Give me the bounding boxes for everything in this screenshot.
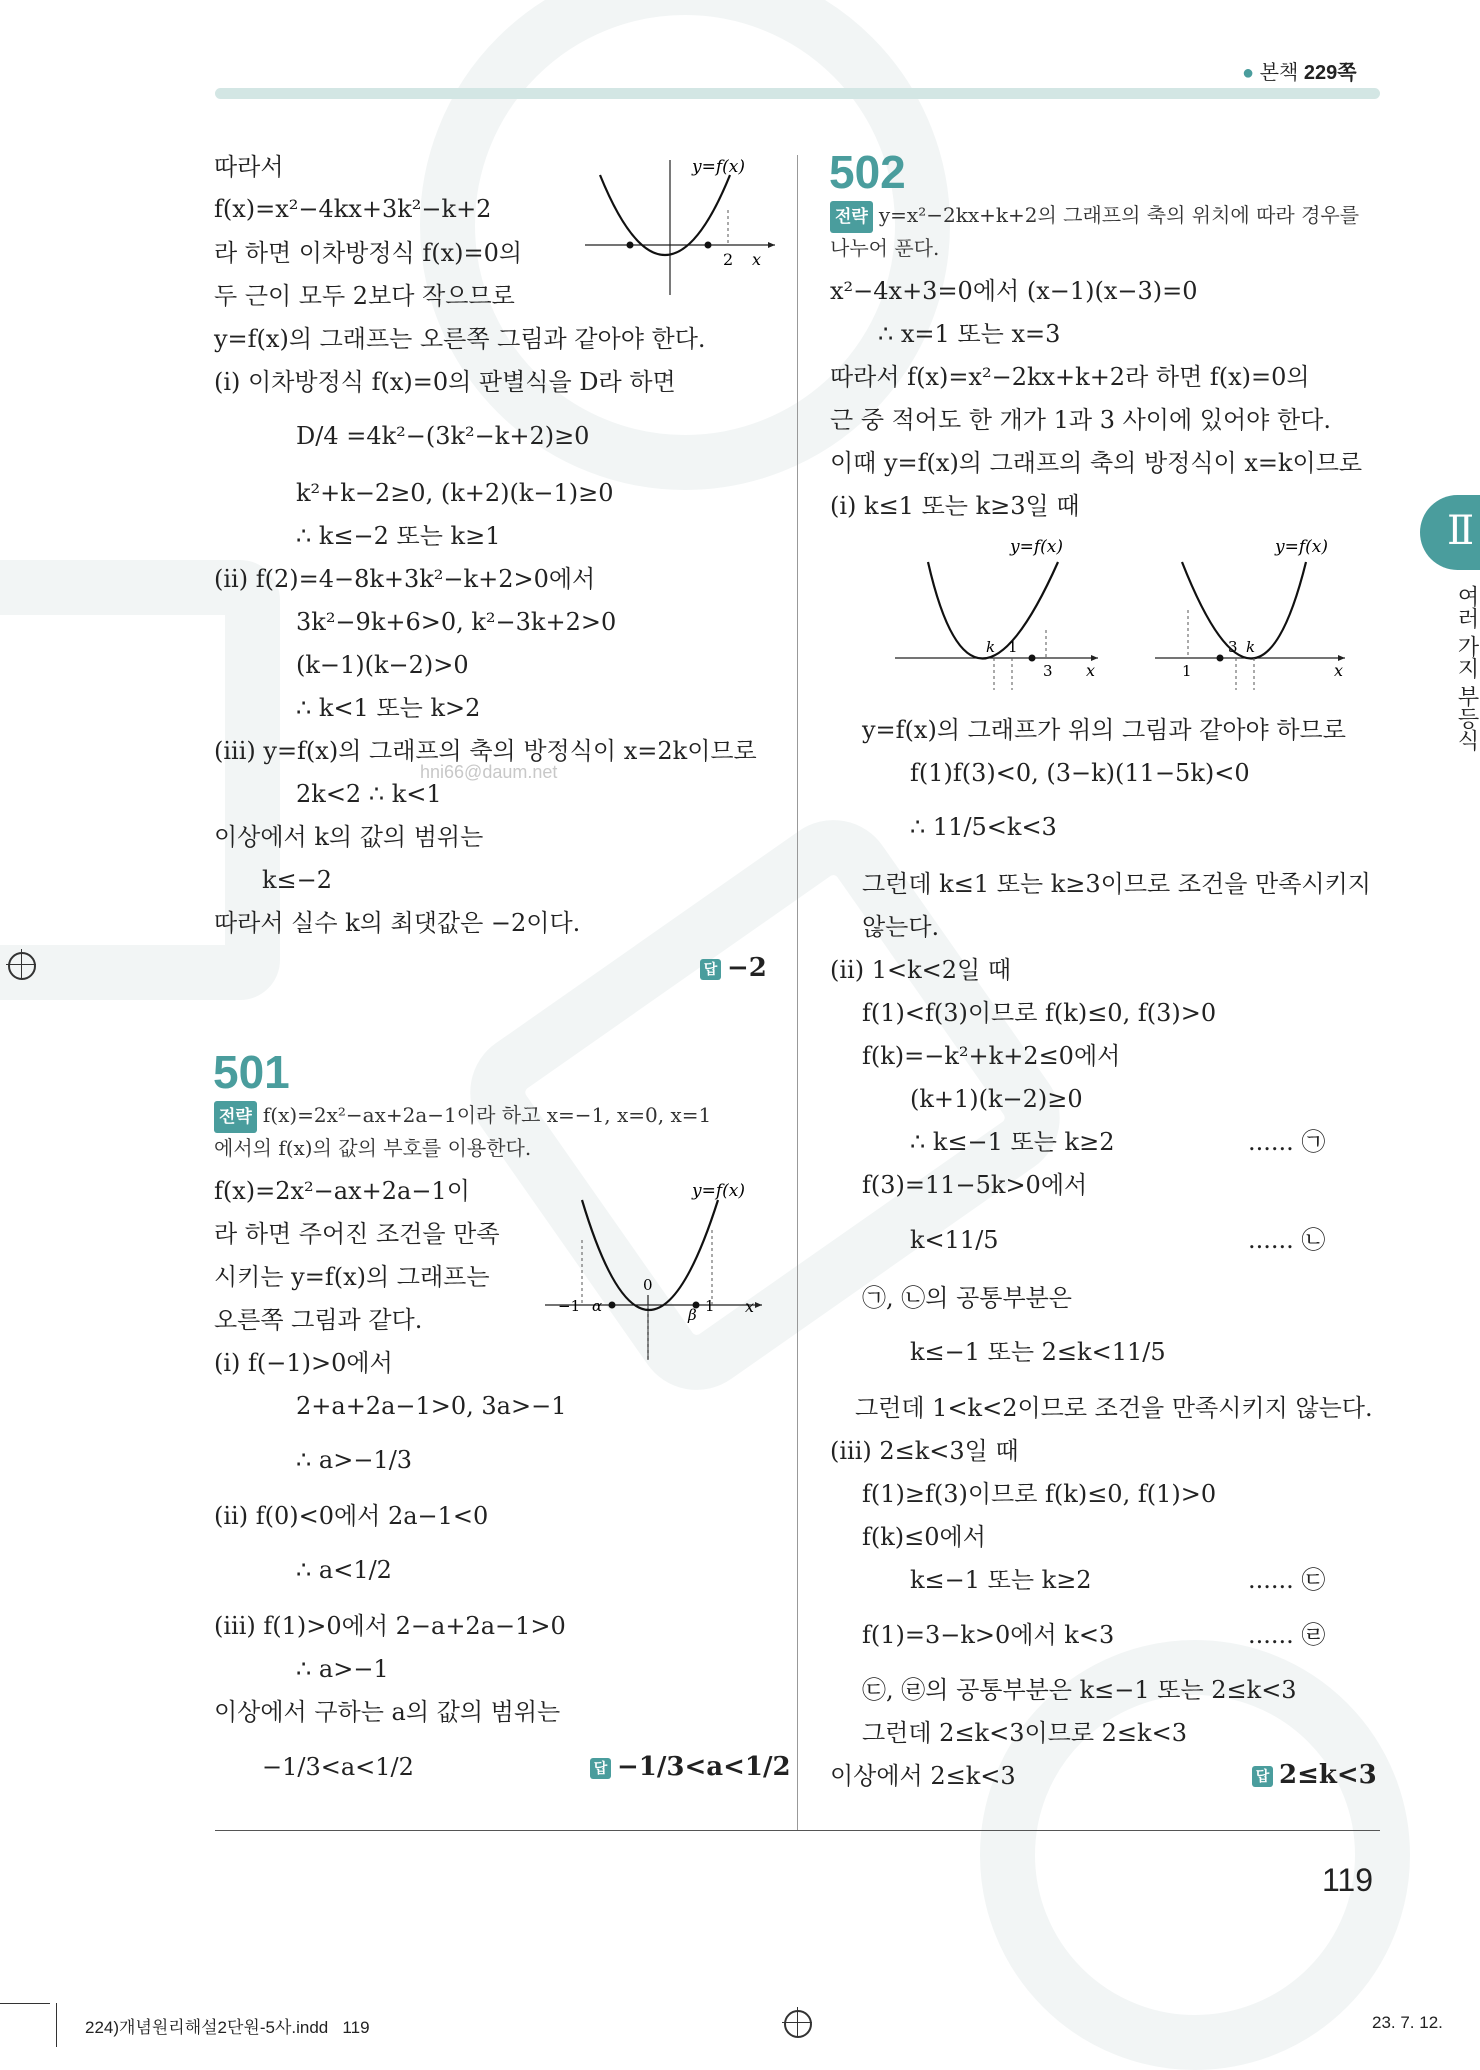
tick-label: α bbox=[592, 1297, 603, 1315]
solution-line: (k+1)(k−2)≥0 bbox=[910, 1085, 1083, 1113]
solution-line: ∴ 11/5<k<3 bbox=[910, 813, 1057, 841]
graph-500 bbox=[580, 150, 780, 300]
solution-line: k≤−1 또는 k≥2 bbox=[910, 1566, 1092, 1594]
solution-line: 근 중 적어도 한 개가 1과 3 사이에 있어야 한다. bbox=[830, 406, 1331, 434]
solution-line: ∴ k<1 또는 k>2 bbox=[296, 694, 481, 722]
marker-1: ...... ㉠ bbox=[1248, 1128, 1326, 1156]
registration-mark bbox=[784, 2010, 812, 2038]
tick-label: 1 bbox=[1008, 638, 1018, 656]
solution-line: (iii) f(1)>0에서 2−a+2a−1>0 bbox=[214, 1612, 566, 1640]
solution-line: 그런데 1<k<2이므로 조건을 만족시키지 않는다. bbox=[855, 1394, 1373, 1422]
solution-line: k≤−1 또는 2≤k<11/5 bbox=[910, 1338, 1166, 1366]
solution-line: ∴ k≤−2 또는 k≥1 bbox=[296, 522, 501, 550]
solution-line: 그런데 k≤1 또는 k≥3이므로 조건을 만족시키지 bbox=[862, 870, 1371, 898]
solution-line: 이때 y=f(x)의 그래프의 축의 방정식이 x=k이므로 bbox=[830, 449, 1363, 477]
tick-label: 3 bbox=[1043, 662, 1053, 680]
solution-line: 이상에서 구하는 a의 값의 범위는 bbox=[214, 1698, 561, 1726]
solution-line: D/4 =4k²−(3k²−k+2)≥0 bbox=[296, 422, 590, 450]
solution-line: x²−4x+3=0에서 (x−1)(x−3)=0 bbox=[830, 277, 1198, 305]
crop-mark bbox=[0, 2003, 50, 2004]
root-point bbox=[627, 242, 634, 249]
solution-line: (i) f(−1)>0에서 bbox=[214, 1349, 393, 1377]
registration-mark bbox=[8, 952, 36, 980]
solution-line: 이상에서 k의 값의 범위는 bbox=[214, 823, 484, 851]
solution-line: (iii) y=f(x)의 그래프의 축의 방정식이 x=2k이므로 bbox=[214, 737, 757, 765]
solution-line: (iii) 2≤k<3일 때 bbox=[830, 1437, 1019, 1465]
solution-line: ∴ k≤−1 또는 k≥2 bbox=[910, 1128, 1115, 1156]
tick-label: 0 bbox=[643, 1276, 653, 1294]
x-axis-label: x bbox=[745, 1297, 755, 1316]
solution-line: 이상에서 2≤k<3 bbox=[830, 1762, 1016, 1790]
parabola-curve bbox=[1182, 562, 1306, 659]
column-divider bbox=[797, 155, 798, 1830]
solution-line: k²+k−2≥0, (k+2)(k−1)≥0 bbox=[296, 479, 614, 507]
solution-line: (i) k≤1 또는 k≥3일 때 bbox=[830, 492, 1080, 520]
graph-label: y=f(x) bbox=[1275, 537, 1328, 557]
solution-line: 2+a+2a−1>0, 3a>−1 bbox=[296, 1392, 567, 1420]
solution-line: (ii) f(2)=4−8k+3k²−k+2>0에서 bbox=[214, 565, 596, 593]
solution-line: f(x)=2x²−ax+2a−1이 bbox=[214, 1177, 470, 1205]
solution-line: ∴ x=1 또는 x=3 bbox=[878, 320, 1061, 348]
page-number: 119 bbox=[1322, 1862, 1374, 1898]
solution-line: f(1)≥f(3)이므로 f(k)≤0, f(1)>0 bbox=[862, 1480, 1217, 1508]
solution-line: 따라서 bbox=[214, 153, 284, 181]
solution-line: 오른쪽 그림과 같다. bbox=[214, 1306, 423, 1334]
solution-line: f(k)=−k²+k+2≤0에서 bbox=[862, 1042, 1121, 1070]
solution-line: (ii) f(0)<0에서 2a−1<0 bbox=[214, 1502, 489, 1530]
solution-line: k≤−2 bbox=[262, 866, 333, 894]
tick-label: −1 bbox=[558, 1297, 581, 1315]
solution-line: 라 하면 이차방정식 f(x)=0의 bbox=[214, 239, 523, 267]
problem-number-501: 501 bbox=[213, 1046, 290, 1098]
tick-label: 2 bbox=[723, 250, 734, 269]
answer-502: 답 2≤k<3 bbox=[1252, 1760, 1377, 1790]
solution-line: f(k)≤0에서 bbox=[862, 1523, 986, 1551]
answer-501: 답 −1/3<a<1/2 bbox=[590, 1752, 791, 1782]
chapter-title: 여러 가지 부등식 bbox=[1455, 585, 1480, 752]
root-point bbox=[609, 1302, 616, 1309]
solution-line: y=f(x)의 그래프가 위의 그림과 같아야 하므로 bbox=[862, 716, 1346, 744]
graph-502-left bbox=[890, 530, 1105, 690]
header-bar bbox=[215, 88, 1380, 99]
answer-label: 답 bbox=[590, 1758, 611, 1779]
solution-line: k<11/5 bbox=[910, 1226, 999, 1254]
x-axis-arrow bbox=[755, 1302, 762, 1308]
graph-501 bbox=[540, 1170, 770, 1360]
solution-line: f(1)<f(3)이므로 f(k)≤0, f(3)>0 bbox=[862, 999, 1217, 1027]
solution-line: −1/3<a<1/2 bbox=[262, 1753, 414, 1781]
strategy-tag: 전략 bbox=[830, 201, 873, 233]
answer-500: 답 −2 bbox=[700, 953, 767, 983]
graph-label: y=f(x) bbox=[692, 157, 745, 177]
solution-line: f(1)f(3)<0, (3−k)(11−5k)<0 bbox=[910, 759, 1250, 787]
root-point bbox=[1029, 655, 1036, 662]
solution-line: ∴ a>−1/3 bbox=[296, 1446, 413, 1474]
solution-line: y=f(x)의 그래프는 오른쪽 그림과 같아야 한다. bbox=[214, 325, 706, 353]
bottom-rule bbox=[215, 1830, 1380, 1831]
answer-label: 답 bbox=[1252, 1766, 1273, 1787]
marker-2: ...... ㉡ bbox=[1248, 1226, 1326, 1254]
solution-line: f(1)=3−k>0에서 k<3 bbox=[862, 1621, 1115, 1649]
marker-3: ...... ㉢ bbox=[1248, 1566, 1326, 1594]
root-point bbox=[1217, 655, 1224, 662]
x-axis-label: x bbox=[752, 250, 762, 269]
registration-mark bbox=[797, 2007, 798, 2037]
root-point bbox=[705, 242, 712, 249]
strategy-501: 전략 f(x)=2x²−ax+2a−1이라 하고 x=−1, x=0, x=1 에서의 f(x)의 값의 부호를 이용한다. bbox=[214, 1103, 712, 1160]
solution-line: 그런데 2≤k<3이므로 2≤k<3 bbox=[862, 1719, 1187, 1747]
solution-line: ㉢, ㉣의 공통부분은 k≤−1 또는 2≤k<3 bbox=[862, 1676, 1297, 1704]
answer-label: 답 bbox=[700, 959, 721, 980]
tick-label: k bbox=[986, 638, 996, 656]
solution-line: f(x)=x²−4kx+3k²−k+2 bbox=[214, 195, 492, 223]
solution-line: ∴ a>−1 bbox=[296, 1655, 389, 1683]
solution-line: 두 근이 모두 2보다 작으므로 bbox=[214, 282, 515, 310]
graph-502-right bbox=[1150, 530, 1350, 690]
solution-line: ㉠, ㉡의 공통부분은 bbox=[862, 1284, 1072, 1312]
x-axis-label: x bbox=[1334, 661, 1344, 680]
tick-label: 1 bbox=[1182, 662, 1192, 680]
problem-number-502: 502 bbox=[829, 146, 906, 198]
tick-label: k bbox=[1246, 638, 1256, 656]
registration-mark bbox=[21, 949, 22, 979]
solution-line: 3k²−9k+6>0, k²−3k+2>0 bbox=[296, 608, 617, 636]
graph-label: y=f(x) bbox=[692, 1181, 745, 1201]
solution-line: 시키는 y=f(x)의 그래프는 bbox=[214, 1263, 490, 1291]
tick-label: 1 bbox=[705, 1297, 715, 1315]
solution-line: 따라서 실수 k의 최댓값은 −2이다. bbox=[214, 909, 581, 937]
tick-label: β bbox=[688, 1306, 697, 1324]
marker-4: ...... ㉣ bbox=[1248, 1621, 1326, 1649]
solution-line: 따라서 f(x)=x²−2kx+k+2라 하면 f(x)=0의 bbox=[830, 363, 1310, 391]
print-date: 23. 7. 12. bbox=[1372, 2013, 1443, 2032]
file-info: 224)개념원리해설2단원-5사.indd 119 bbox=[85, 2018, 370, 2037]
strategy-502: 전략 y=x²−2kx+k+2의 그래프의 축의 위치에 따라 경우를 나누어 푼다. bbox=[830, 203, 1360, 260]
watermark-email: hni66@daum.net bbox=[420, 762, 558, 782]
x-axis-arrow bbox=[768, 242, 775, 248]
solution-line: (k−1)(k−2)>0 bbox=[296, 651, 469, 679]
graph-label: y=f(x) bbox=[1010, 537, 1063, 557]
solution-line: (ii) 1<k<2일 때 bbox=[830, 956, 1012, 984]
crop-mark bbox=[56, 2003, 57, 2047]
solution-line: 2k<2 ∴ k<1 bbox=[296, 780, 442, 808]
solution-line: f(3)=11−5k>0에서 bbox=[862, 1171, 1088, 1199]
solution-line: (i) 이차방정식 f(x)=0의 판별식을 D라 하면 bbox=[214, 368, 676, 396]
x-axis-label: x bbox=[1086, 661, 1096, 680]
solution-line: 않는다. bbox=[862, 913, 940, 941]
reference-page: ● 본책 229쪽 bbox=[1242, 62, 1357, 84]
tick-label: 3 bbox=[1228, 638, 1238, 656]
strategy-tag: 전략 bbox=[214, 1101, 257, 1133]
solution-line: 라 하면 주어진 조건을 만족 bbox=[214, 1220, 500, 1248]
solution-line: ∴ a<1/2 bbox=[296, 1556, 392, 1584]
chapter-number: Ⅱ bbox=[1447, 508, 1475, 554]
